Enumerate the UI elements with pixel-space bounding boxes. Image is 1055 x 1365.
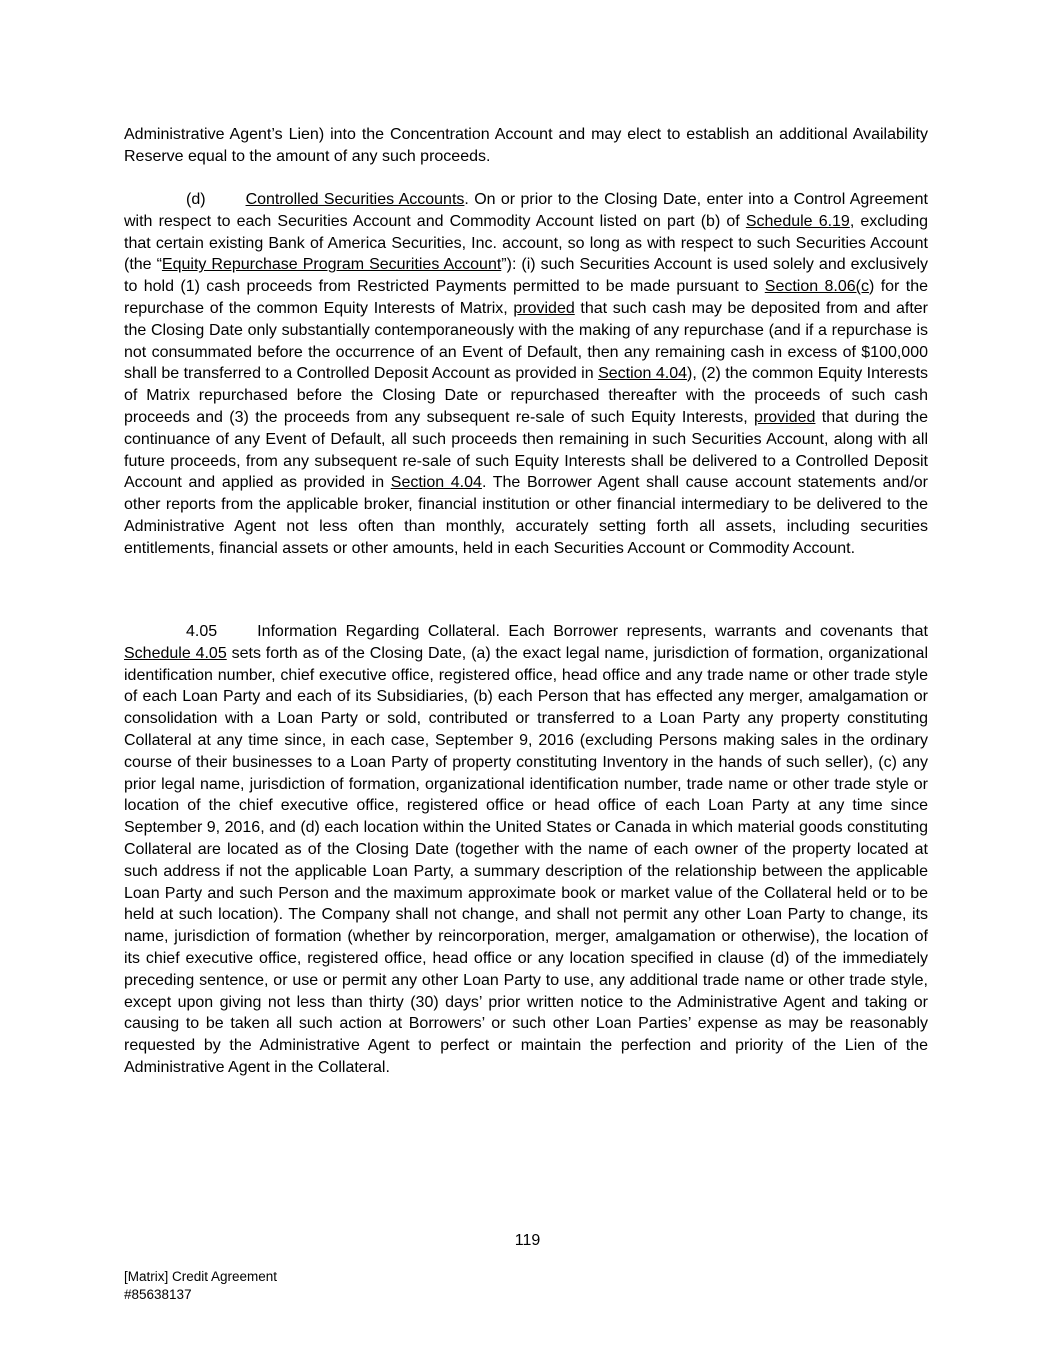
section-number: 4.05 [186,623,218,640]
footer-document-id: #85638137 [124,1287,192,1302]
provided-term: provided [513,299,575,317]
paragraph-text: . On or prior to the Closing Date, enter into a Control Agreement with respect to each Securities Account and Commodity Account listed on part (b) of [124,191,928,230]
defined-term: Equity Repurchase Program Securities Account [161,256,502,274]
paragraph-text: that during the continuance of any Event of Default, all such proceeds then remaining in such Securities Account, along with all future proceeds, from any subsequent re-sale of such Equity Interests shall be delivered to a Controlled Deposit Account and applied as provided in [124,408,928,492]
paragraph-text: Administrative Agent’s Lien) into the Concentration Account and may elect to establish an additional Availability Reserve equal to the amount of any such proceeds. [124,126,928,165]
cross-reference-schedule-4-05: Schedule 4.05 [124,644,227,662]
paragraph-continuation [124,124,928,168]
paragraph-text: sets forth as of the Closing Date, (a) the exact legal name, jurisdiction of formation, organizational identification number, chief executive office, registered office, head office and any trade name or other trade style of each Loan Party and each of its Subsidiaries, (b) each Person that has effected any merger, amalgamation or consolidation with a Loan Party or sold, contributed or transferred to a Loan Party any property constituting Collateral at any time since, in each case, September 9, 2016 (excluding Persons making sales in the ordinary course of their businesses to a Loan Party of property constituting Inventory in the hands of such seller), (c) any prior legal name, jurisdiction of formation, organizational identification number, trade name or other trade style or location of the chief executive office, registered office or head office of each Loan Party at any time since September 9, 2016, and (d) each location within the United States or Canada in which material goods constituting Collateral are located as of the Closing Date (together with the name of each owner of the property located at such address if not the applicable Loan Party, a summary description of the relationship between the applicable Loan Party and such Person and the maximum approximate book or market value of the Collateral held or to be held at such location). The Company shall not change, and shall not permit any other Loan Party to change, its name, jurisdiction of formation (whether by reincorporation, merger, amalgamation or otherwise), the location of its chief executive office, registered office, head office or any location specified in clause (d) of the immediately preceding sentence, or use or permit any other Loan Party to use, any additional trade name or other trade style, except upon giving not less than thirty (30) days’ prior written notice to the Administrative Agent and taking or causing to be taken all such action at Borrowers’ or such other Loan Parties’ expense as may be reasonably requested by the Administrative Agent to perfect or maintain the perfection and priority of the Lien of the Administrative Agent in the Collateral. [124,644,929,1076]
paragraph-d-controlled-securities-accounts [124,189,928,560]
section-heading: Information Regarding Collateral [257,623,496,640]
paragraph-text: ) for the repurchase of the common Equity Interests of Matrix, [124,278,928,317]
paragraph-text: ), (2) the common Equity Interests of Matrix repurchased before the Closing Date or repurchased thereafter with the proceeds of such cash proceeds and (3) the proceeds from any subsequent re-sale of such Equity Interests, [124,365,929,426]
paragraph-text: . The Borrower Agent shall cause account statements and/or other reports from the applicable broker, financial institution or other financial intermediary to be delivered to the Administrative Agent not less often than monthly, accurately setting forth all assets, including securities entitlements, financial assets or other amounts, held in each Securities Account or Commodity Account. [124,474,929,557]
paragraph-text: ”): (i) such Securities Account is used solely and exclusively to hold (1) cash proceeds from Restricted Payments permitted to be made pursuant to [124,256,928,296]
footer [124,1268,277,1304]
paragraph-text: , excluding that certain existing Bank of America Securities, Inc. account, so long as with respect to such Securities Account (the “ [124,212,929,274]
clause-heading: Controlled Securities Accounts [245,191,465,208]
page-number: 119 [514,1232,541,1249]
paragraph-text: that such cash may be deposited from and after the Closing Date only substantially contemporaneously with the making of any repurchase (and if a repurchase is not consummated before the occurrence of an Event of Default, then any remaining cash in excess of $100,000 shall be transferred to a Controlled Deposit Account as provided in [124,299,928,383]
paragraph-text: . Each Borrower represents, warrants and covenants that [495,623,928,640]
cross-reference-section-4-04: Section 4.04 [390,474,482,492]
cross-reference-section-4-04: Section 4.04 [598,365,688,383]
cross-reference-schedule-6-19: Schedule 6.19 [745,212,850,230]
section-4-05-information-regarding-collateral [124,621,928,1079]
cross-reference-section-8-06: Section 8.06(c [764,278,869,296]
provided-term: provided [754,408,816,426]
footer-document-title: [Matrix] Credit Agreement [124,1269,278,1284]
clause-label: (d) [186,191,206,208]
